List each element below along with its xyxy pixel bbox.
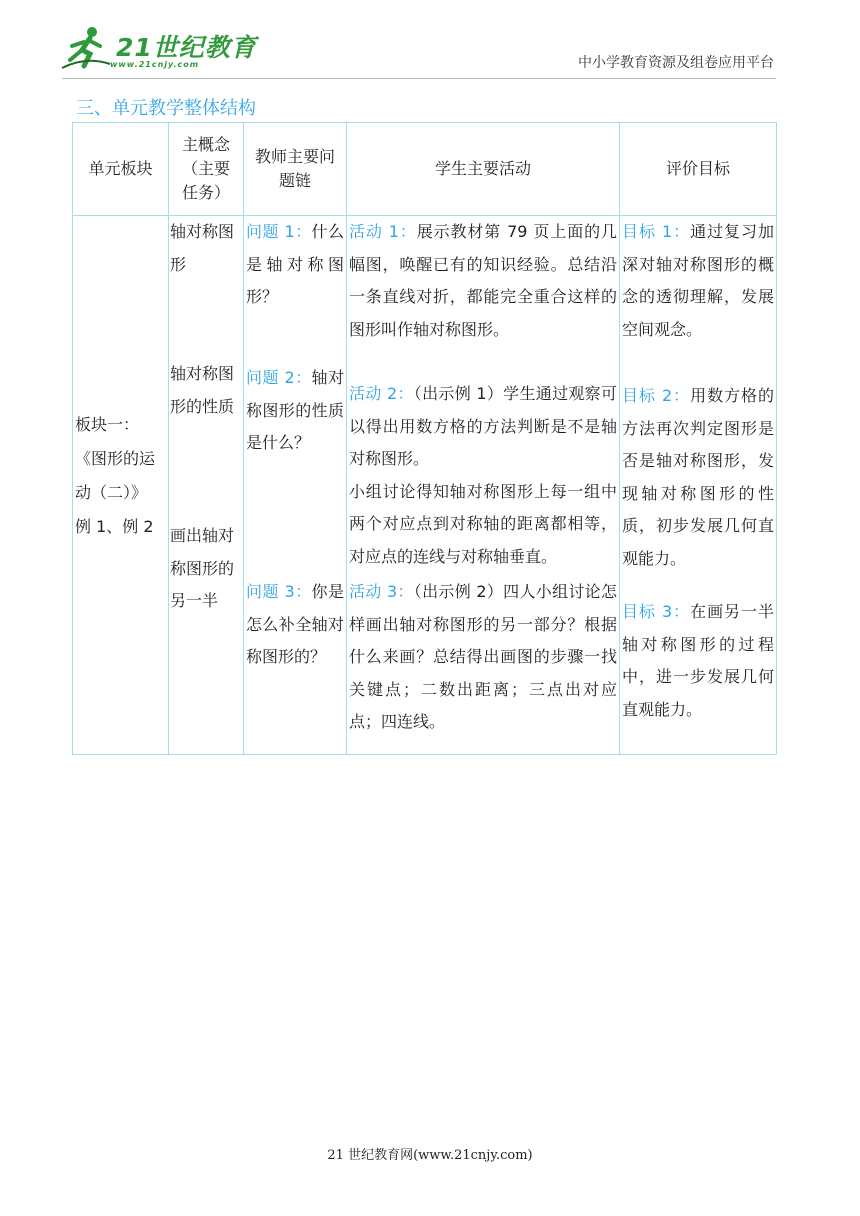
header-concept: 主概念（主要任务） [169,123,244,216]
question-1-text: 什么是轴对称图形？ [246,222,344,306]
goal-3-text: 在画另一半轴对称图形的过程中，进一步发展几何直观能力。 [622,602,774,719]
table-header-row [73,123,777,216]
goal-1-label: 目标 1： [622,222,691,241]
question-1 [246,216,344,362]
activity-2 [349,378,617,576]
concept-1: 轴对称图形 [170,222,235,274]
table-row [73,216,777,755]
activity-2-text: （出示例 1）学生通过观察可以得出用数方格的方法判断是不是轴对称图形。 [349,384,617,468]
header-questions: 教师主要问题链 [244,123,347,216]
activity-3 [349,576,617,739]
concept-cell [169,216,244,755]
page-header [0,0,860,90]
module-cell [73,216,169,755]
header-divider [62,78,776,79]
concept-2: 轴对称图形的性质 [170,364,235,416]
header-goals: 评价目标 [620,123,777,216]
activities-cell [347,216,620,755]
activity-2-label: 活动 2： [349,384,414,403]
activity-3-text: （出示例 2）四人小组讨论怎样画出轴对称图形的另一部分？根据什么来画？总结得出画图的步骤一找关键点；二数出距离；三点出对应点；四连线。 [349,582,617,731]
question-2-text: 轴对称图形的性质是什么？ [246,368,344,452]
goal-1-text: 通过复习加深对轴对称图形的概念的透彻理解，发展空间观念。 [622,222,774,339]
activity-1 [349,216,617,378]
logo-url: www.21cnjy.com [110,60,200,69]
platform-name: 中小学教育资源及组卷应用平台 [578,55,774,71]
questions-cell [244,216,347,755]
module-line-1: 板块一： [75,415,140,434]
activity-2-text-2: 小组讨论得知轴对称图形上每一组中两个对应点到对称轴的距离都相等，对应点的连线与对称轴垂直。 [349,481,617,566]
goals-cell [620,216,777,755]
goal-3-label: 目标 3： [622,602,691,621]
activity-1-label: 活动 1： [349,222,417,241]
activity-1-text: 展示教材第 79 页上面的几幅图，唤醒已有的知识经验。总结沿一条直线对折，都能完全重合这样的图形叫作轴对称图形。 [349,222,617,339]
runner-icon [60,26,112,70]
module-line-2: 《图形的运动（二）》 [75,449,156,502]
logo-text: 21世纪教育 [116,33,257,62]
module-line-3: 例 1、例 2 [75,517,154,536]
header-activities: 学生主要活动 [347,123,620,216]
goal-2-text: 用数方格的方法再次判定图形是否是轴对称图形，发现轴对称图形的性质，初步发展几何直观能力。 [622,386,774,568]
question-2-label: 问题 2： [246,368,312,387]
goal-2-label: 目标 2： [622,386,691,405]
activity-3-label: 活动 3： [349,582,414,601]
logo [60,26,257,76]
goal-3 [622,596,774,726]
question-3-text: 你是怎么补全轴对称图形的？ [246,582,344,666]
header-module: 单元板块 [73,123,169,216]
concept-3: 画出轴对称图形的另一半 [170,526,235,610]
unit-structure-table [72,122,777,755]
page-footer: 21 世纪教育网(www.21cnjy.com) [327,1148,533,1163]
goal-1 [622,216,774,380]
section-title: 三、单元教学整体结构 [76,98,256,119]
question-1-label: 问题 1： [246,222,312,241]
goal-2 [622,380,774,596]
question-2 [246,362,344,576]
question-3-label: 问题 3： [246,582,312,601]
question-3 [246,576,344,674]
